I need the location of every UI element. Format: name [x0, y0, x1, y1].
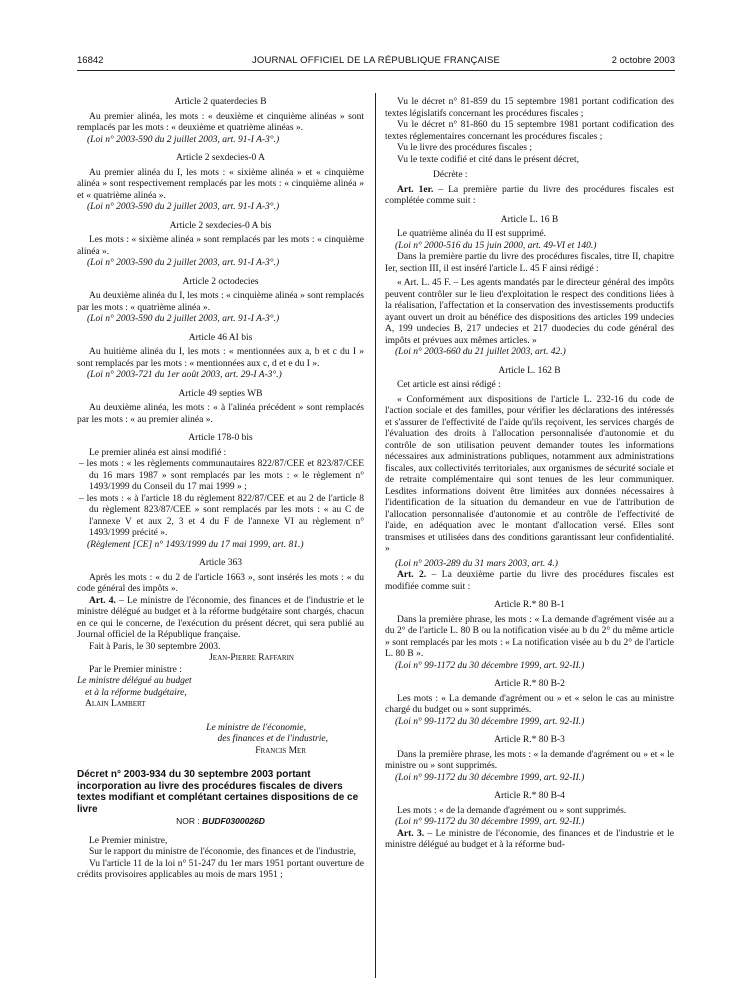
article-text: – La deuxième partie du livre des procédures fiscales est modifiée comme suit : [385, 570, 674, 592]
legal-reference: (Loi n° 2003-590 du 2 juillet 2003, art. 91-I A-3°.) [87, 134, 280, 145]
article-4 [77, 596, 364, 642]
legal-reference: (Loi n° 2003-590 du 2 juillet 2003, art. 91-I A-3°.) [87, 202, 280, 212]
article-2 [385, 570, 674, 593]
article-text: Au premier alinéa du I, les mots : « sixième alinéa » et « cinquième alinéa » sont respectivement remplacés par les mots : « cinquième alinéa » et « quatrième alinéa ». [77, 167, 364, 201]
article-heading: Article 178-0 bis [188, 433, 253, 443]
legal-reference: (Règlement [CE] n° 1493/1999 du 17 mai 1999, art. 81.) [87, 539, 304, 550]
legal-reference: (Loi n° 2003-590 du 2 juillet 2003, art. 91-I A-3°.) [87, 314, 280, 324]
article-text: Les mots : « La demande d'agrément ou » et « selon le cas au ministre chargé du budget ou » sont supprimés. [385, 693, 674, 715]
list-item: – les mots : « les règlements communautaires 822/87/CEE et 823/87/CEE du 16 mars 1987 » sont remplacés par les mots : « le règlement n° 1493/1999 du Conseil du 17 mai 1999 » ; [79, 459, 364, 492]
signature-intro: Par le Premier ministre : [89, 664, 182, 675]
article-text: Dans la première phrase, les mots : « la demande d'agrément ou » et « le ministre ou » sont supprimés. [385, 749, 674, 771]
signatory-role: et à la réforme budgétaire, [85, 687, 187, 698]
article-text: Dans la première partie du livre des procédures fiscales, titre II, chapitre Ier, section III, il est inséré l'article L. 45 F ainsi rédigé : [385, 252, 674, 274]
header-rule [77, 70, 675, 71]
signatory-role: Le ministre de l'économie, [206, 722, 306, 733]
article-text: Cet article est ainsi rédigé : [397, 380, 501, 390]
article-text: Au deuxième alinéa, les mots : « à l'alinéa précédent » sont remplacés par les mots : « au premier alinéa ». [77, 403, 364, 425]
journal-title: JOURNAL OFFICIEL DE LA RÉPUBLIQUE FRANÇAISE [251, 55, 501, 66]
article-heading: Article L. 162 B [498, 365, 561, 376]
decrete: Décrète : [433, 170, 468, 180]
signatory-role: des finances et de l'industrie, [217, 734, 328, 744]
article-heading: Article R.* 80 B-3 [494, 735, 565, 745]
legal-reference: (Loi n° 2003-289 du 31 mars 2003, art. 4.) [395, 558, 558, 569]
article-text: Le premier alinéa est ainsi modifié : [89, 447, 227, 458]
legal-reference: (Loi n° 2003-721 du 1er août 2003, art. 29-I A-3°.) [87, 370, 282, 380]
article-text: – Le ministre de l'économie, des finances et de l'industrie et le ministre délégué au budget et à la réforme budgétaire sont chargés, chacun en ce qui le concerne, de l'exécution du présent décret, qui sera publié au Journal officiel de la République française. [77, 595, 364, 640]
left-column [77, 97, 364, 882]
decree-preamble: Vu le décret n° 81-859 du 15 septembre 1981 portant codification des textes législatifs concernant les procédures fiscales ; [385, 97, 674, 119]
article-heading: Article 49 septies WB [178, 388, 263, 399]
article-text: Au premier alinéa, les mots : « deuxième et cinquième alinéas » sont remplacés par les mots : « deuxième et quatrième alinéas ». [77, 111, 364, 133]
decree-preamble: Vu le décret n° 81-860 du 15 septembre 1981 portant codification des textes réglementaires concernant les procédures fiscales ; [385, 120, 674, 142]
article-text: Le quatrième alinéa du II est supprimé. [397, 229, 547, 239]
signatory-name: Alain Lambert [85, 699, 146, 709]
signatory-name: Francis Mer [255, 745, 306, 756]
column-divider [375, 93, 376, 978]
right-column [385, 97, 674, 852]
page-number: 16842 [77, 55, 104, 66]
legal-reference: (Loi n° 2003-660 du 21 juillet 2003, art. 42.) [395, 347, 566, 357]
article-heading: Article L. 16 B [500, 214, 559, 225]
article-text: Les mots : « de la demande d'agrément ou » sont supprimés. [397, 805, 627, 816]
decree-preamble: Vu l'article 11 de la loi n° 51-247 du 1er mars 1951 portant ouverture de crédits provisoires applicables au mois de mars 1951 ; [77, 858, 364, 880]
article-1 [385, 185, 674, 208]
nor-label: NOR : [176, 816, 203, 826]
legal-reference: (Loi n° 99-1172 du 30 décembre 1999, art. 92-II.) [395, 772, 585, 783]
article-heading: Article 2 octodecies [182, 276, 259, 287]
nor-code: BUDF0300026D [202, 816, 265, 826]
article-text: Les mots : « sixième alinéa » sont remplacés par les mots : « cinquième alinéa ». [77, 235, 364, 257]
article-heading: Article R.* 80 B-2 [494, 679, 565, 689]
signature-place-date: Fait à Paris, le 30 septembre 2003. [89, 641, 221, 652]
nor-reference [77, 816, 364, 828]
decree-title: Décret n° 2003-934 du 30 septembre 2003 portant incorporation au livre des procédures fiscales de divers textes modifiant et complétant certaines dispositions de ce livre [77, 769, 359, 815]
article-heading: Article 46 AI bis [188, 332, 253, 343]
issue-date: 2 octobre 2003 [611, 55, 675, 66]
article-heading: Article R.* 80 B-4 [494, 791, 565, 801]
article-label: Art. 1er. [397, 184, 434, 195]
article-label: Art. 4. [89, 595, 116, 606]
legal-reference: (Loi n° 99-1172 du 30 décembre 1999, art. 92-II.) [395, 716, 585, 727]
signatory-role: Le ministre délégué au budget [77, 676, 192, 686]
article-heading: Article R.* 80 B-1 [494, 600, 565, 610]
signatory-name: Jean-Pierre Raffarin [209, 653, 294, 663]
page-header [77, 55, 675, 69]
article-text: Au deuxième alinéa du I, les mots : « cinquième alinéa » sont remplacés par les mots : « quatrième alinéa ». [77, 291, 364, 313]
article-heading: Article 363 [198, 558, 242, 568]
legal-reference: (Loi n° 2003-590 du 2 juillet 2003, art. 91-I A-3°.) [87, 258, 280, 268]
article-text: – La première partie du livre des procédures fiscales est complétée comme suit : [385, 184, 674, 206]
legal-reference: (Loi n° 99-1172 du 30 décembre 1999, art. 92-II.) [395, 660, 585, 671]
article-heading: Article 2 sexdecies-0 A bis [169, 220, 272, 231]
article-3 [385, 829, 674, 852]
article-text: Après les mots : « du 2 de l'article 1663 », sont insérés les mots : « du code général des impôts ». [77, 572, 364, 594]
article-label: Art. 3. [397, 828, 425, 839]
article-text: – Le ministre de l'économie, des finances et de l'industrie et le ministre délégué au budget et à la réforme bud- [385, 828, 674, 850]
decree-preamble: Vu le livre des procédures fiscales ; [397, 143, 533, 153]
legal-reference: (Loi n° 99-1172 du 30 décembre 1999, art. 92-II.) [395, 817, 585, 827]
decree-preamble: Le Premier ministre, [89, 835, 168, 846]
article-heading: Article 2 quaterdecies B [174, 97, 267, 107]
article-label: Art. 2. [397, 570, 427, 580]
legal-reference: (Loi n° 2000-516 du 15 juin 2000, art. 49-VI et 140.) [395, 240, 597, 251]
article-quote: « Conformément aux dispositions de l'article L. 232-16 du code de l'action sociale et des familles, pour vérifier les déclarations des intéressés et s'assurer de l'effectivité de l'aide qu'ils reçoivent, les services chargés de l'évaluation des droits à l'allocation personnalisée d'autonomie et du contrôle de son utilisation peuvent demander toutes les informations nécessaires aux administrations publiques, notamment aux administrations fiscales, aux collectivités territoriales, aux organismes de sécurité sociale et de retraite complémentaire qui sont tenues de les leur communiquer. Lesdites informations doivent être limitées aux données nécessaires à l'identification de la situation du demandeur en vue de l'attribution de l'allocation personnalisée d'autonomie et au contrôle de l'effectivité de l'aide, en adéquation avec le montant d'allocation versé. Elles sont transmises et utilisées dans des conditions garantissant leur confidentialité. » [385, 394, 674, 554]
article-text: Dans la première phrase, les mots : « La demande d'agrément visée au a du 2° de l'article L. 80 B ou la notification visée au b du 2° du même article » sont remplacés par les mots : « La notification visée au b du 2° de l'article L. 80 B ». [385, 614, 674, 659]
decree-preamble: Vu le texte codifié et cité dans le présent décret, [397, 154, 579, 165]
decree-preamble: Sur le rapport du ministre de l'économie, des finances et de l'industrie, [89, 847, 356, 857]
article-quote: « Art. L. 45 F. – Les agents mandatés par le directeur général des impôts peuvent contrôler sur le lieu d'exploitation le respect des conditions liées à la réalisation, l'affectation et la conservation des investissements productifs ayant ouvert un droit au bénéfice des dispositions des articles 199 undecies A, 199 undecies B, 217 undecies et 217 duodecies du code général des impôts et prévues aux mêmes articles. » [385, 278, 674, 346]
article-heading: Article 2 sexdecies-0 A [176, 153, 265, 163]
list-item: – les mots : « à l'article 18 du règlement 822/87/CEE et au 2 de l'article 8 du règlement 823/87/CEE » sont remplacés par les mots : « au C de l'annexe V et aux 2, 3 et 4 du F de l'annexe VI au règlement n° 1493/1999 précité ». [79, 493, 364, 538]
article-text: Au huitième alinéa du I, les mots : « mentionnées aux a, b et c du I » sont remplacés par les mots : « mentionnées aux c, d et e du I ». [77, 347, 364, 369]
